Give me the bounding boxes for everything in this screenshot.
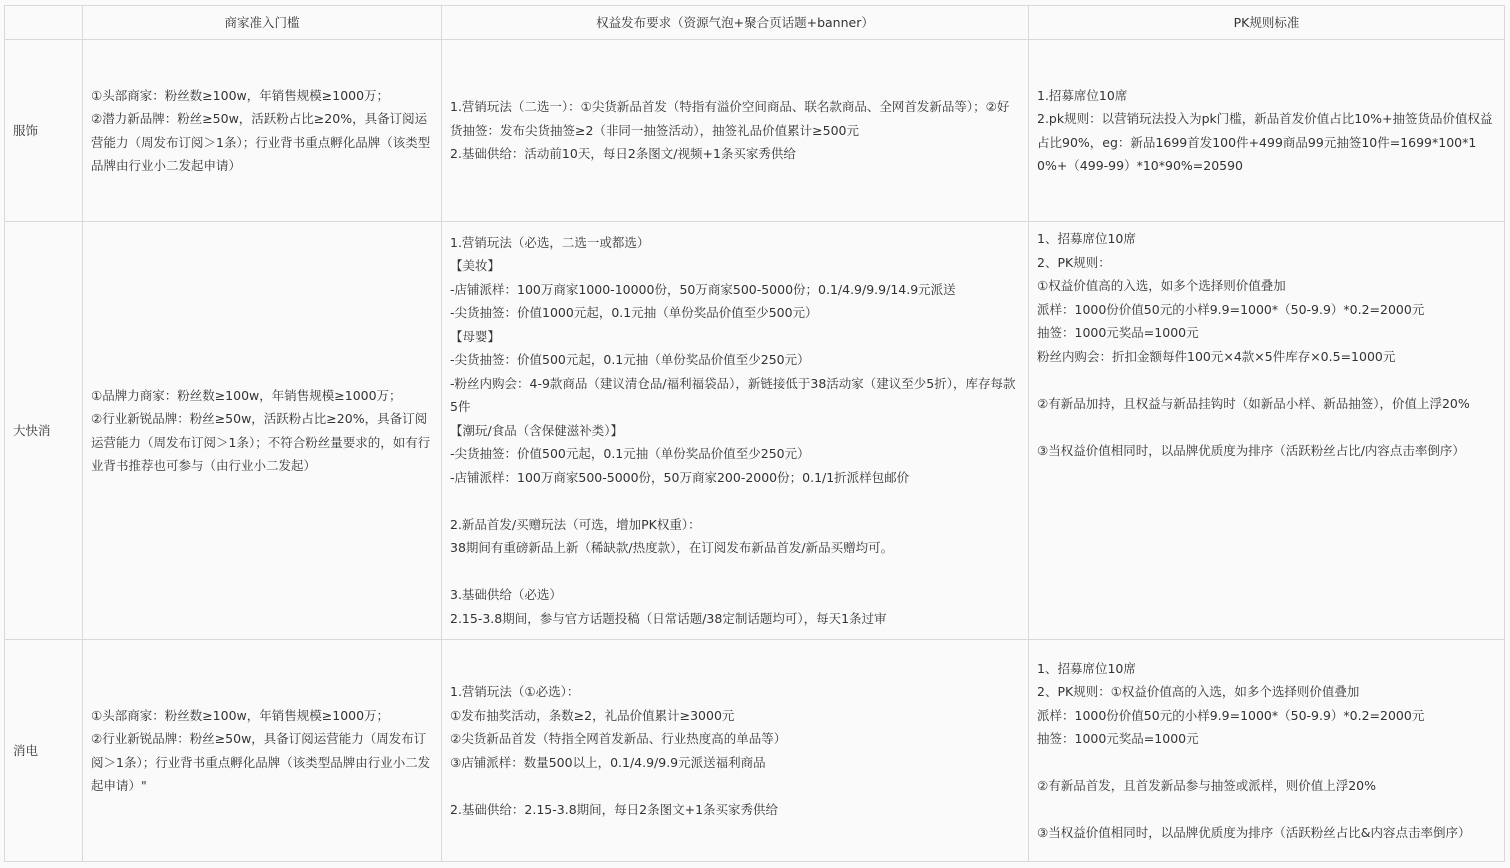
text-line: 2.pk规则：以营销玩法投入为pk门槛，新品首发价值占比10%+抽签货品价值权益占比90%，eg：新品1699首发100件+499商品99元抽签10件=1699*100*10%+（499-99）*10*90%=20590 xyxy=(1037,111,1493,173)
text-line: ①头部商家：粉丝数≥100w，年销售规模≥1000万； xyxy=(91,87,390,103)
text-line: -尖货抽签：价值500元起，0.1元抽（单份奖品价值至少250元） xyxy=(450,446,810,462)
header-category xyxy=(5,6,83,40)
table-row-electronics xyxy=(5,640,1505,862)
text-line: 2.基础供给：2.15-3.8期间，每日2条图文+1条买家秀供给 xyxy=(450,801,779,817)
table-row-fmcg xyxy=(5,222,1505,640)
text-line: 粉丝内购会：折扣金额每件100元×4款×5件库存×0.5=1000元 xyxy=(1037,348,1396,364)
text-line: 1.营销玩法（①必选）： xyxy=(450,684,580,699)
blank-line xyxy=(450,489,1020,513)
category-cell: 服饰 xyxy=(5,40,83,222)
text-line: 抽签：1000元奖品=1000元 xyxy=(1037,731,1199,746)
text-line: ②行业新锐品牌：粉丝≥50w，活跃粉占比≥20%，具备订阅运营能力（周发布订阅＞1条）；不符合粉丝量要求的，如有行业背书推荐也可参与（由行业小二发起） xyxy=(91,411,431,473)
category-cell: 消电 xyxy=(5,640,83,862)
blank-line xyxy=(1037,798,1496,822)
blank-line xyxy=(450,560,1020,584)
text-line: 2.新品首发/买赠玩法（可选，增加PK权重）： xyxy=(450,516,701,532)
text-line: ②行业新锐品牌：粉丝≥50w，具备订阅运营能力（周发布订阅＞1条）；行业背书重点孵化品牌（该类型品牌由行业小二发起申请）" xyxy=(91,731,431,793)
header-entry-threshold: 商家准入门槛 xyxy=(83,6,442,40)
text-line: 38期间有重磅新品上新（稀缺款/热度款），在订阅发布新品首发/新品买赠均可。 xyxy=(450,540,894,556)
blank-line xyxy=(450,774,1020,798)
rules-table xyxy=(4,5,1505,862)
blank-line xyxy=(1037,751,1496,775)
text-line: 1、招募席位10席 xyxy=(1037,660,1136,676)
header-row xyxy=(5,6,1505,40)
text-line: ①发布抽奖活动，条数≥2，礼品价值累计≥3000元 xyxy=(450,707,735,723)
text-line: 2、PK规则： xyxy=(1037,254,1111,270)
header-pk-rules: PK规则标准 xyxy=(1029,6,1505,40)
text-line: -店铺派样：100万商家1000-10000份，50万商家500-5000份；0.1/4.9/9.9/14.9元派送 xyxy=(450,281,956,297)
text-line: ①头部商家：粉丝数≥100w，年销售规模≥1000万； xyxy=(91,707,390,723)
text-line: 3.基础供给（必选） xyxy=(450,587,562,603)
text-line: 派样：1000份价值50元的小样9.9=1000*（50-9.9）*0.2=2000元 xyxy=(1037,707,1425,723)
text-line: -尖货抽签：价值1000元起，0.1元抽（单份奖品价值至少500元） xyxy=(450,305,818,321)
text-line: -店铺派样：100万商家500-5000份，50万商家200-2000份；0.1/1折派样包邮价 xyxy=(450,469,910,485)
entry-threshold-cell xyxy=(83,40,442,222)
text-line: ②有新品加持，且权益与新品挂钩时（如新品小样、新品抽签），价值上浮20% xyxy=(1037,395,1470,411)
text-line: ③当权益价值相同时，以品牌优质度为排序（活跃粉丝占比/内容点击率倒序） xyxy=(1037,442,1465,458)
publish-requirements-cell xyxy=(442,640,1029,862)
pk-rules-cell xyxy=(1029,40,1505,222)
text-line: 【母婴】 xyxy=(450,328,501,344)
text-line: ②有新品首发，且首发新品参与抽签或派样，则价值上浮20% xyxy=(1037,778,1376,793)
publish-requirements-cell xyxy=(442,222,1029,640)
pk-rules-cell xyxy=(1029,640,1505,862)
text-line: 【美妆】 xyxy=(450,258,501,274)
text-line: -粉丝内购会：4-9款商品（建议清仓品/福利福袋品），新链接低于38活动家（建议至少5折），库存每款5件 xyxy=(450,375,1016,415)
publish-requirements-cell xyxy=(442,40,1029,222)
header-publish-requirements: 权益发布要求（资源气泡+聚合页话题+banner） xyxy=(442,6,1029,40)
text-line: ②潜力新品牌：粉丝≥50w，活跃粉占比≥20%，具备订阅运营能力（周发布订阅＞1条）；行业背书重点孵化品牌（该类型品牌由行业小二发起申请） xyxy=(91,111,431,173)
pk-rules-cell xyxy=(1029,222,1505,640)
text-line: 派样：1000份价值50元的小样9.9=1000*（50-9.9）*0.2=2000元 xyxy=(1037,301,1425,317)
text-line: ①权益价值高的入选，如多个选择则价值叠加 xyxy=(1037,278,1286,293)
text-line: 2.15-3.8期间，参与官方话题投稿（日常话题/38定制话题均可），每天1条过审 xyxy=(450,610,887,626)
table-row-apparel xyxy=(5,40,1505,222)
text-line: 1.营销玩法（二选一）：①尖货新品首发（特指有溢价空间商品、联名款商品、全网首发新品等）；②好货抽签：发布尖货抽签≥2（非同一抽签活动），抽签礼品价值累计≥500元 xyxy=(450,99,1010,138)
text-line: 1.营销玩法（必选，二选一或都选） xyxy=(450,234,650,250)
text-line: ①品牌力商家：粉丝数≥100w，年销售规模≥1000万； xyxy=(91,387,402,403)
blank-line xyxy=(1037,415,1496,439)
text-line: 1.招募席位10席 xyxy=(1037,87,1128,103)
text-line: 【潮玩/食品（含保健滋补类）】 xyxy=(450,422,623,438)
entry-threshold-cell xyxy=(83,640,442,862)
blank-line xyxy=(1037,368,1496,392)
entry-threshold-cell xyxy=(83,222,442,640)
text-line: 2、PK规则：①权益价值高的入选，如多个选择则价值叠加 xyxy=(1037,684,1360,699)
text-line: -尖货抽签：价值500元起，0.1元抽（单份奖品价值至少250元） xyxy=(450,352,810,368)
category-cell: 大快消 xyxy=(5,222,83,640)
text-line: ②尖货新品首发（特指全网首发新品、行业热度高的单品等） xyxy=(450,731,787,746)
text-line: 2.基础供给：活动前10天，每日2条图文/视频+1条买家秀供给 xyxy=(450,146,796,162)
text-line: 1、招募席位10席 xyxy=(1037,231,1136,246)
text-line: ③当权益价值相同时，以品牌优质度为排序（活跃粉丝占比&内容点击率倒序） xyxy=(1037,825,1471,840)
text-line: ③店铺派样：数量500以上，0.1/4.9/9.9元派送福利商品 xyxy=(450,754,766,770)
text-line: 抽签：1000元奖品=1000元 xyxy=(1037,325,1199,340)
